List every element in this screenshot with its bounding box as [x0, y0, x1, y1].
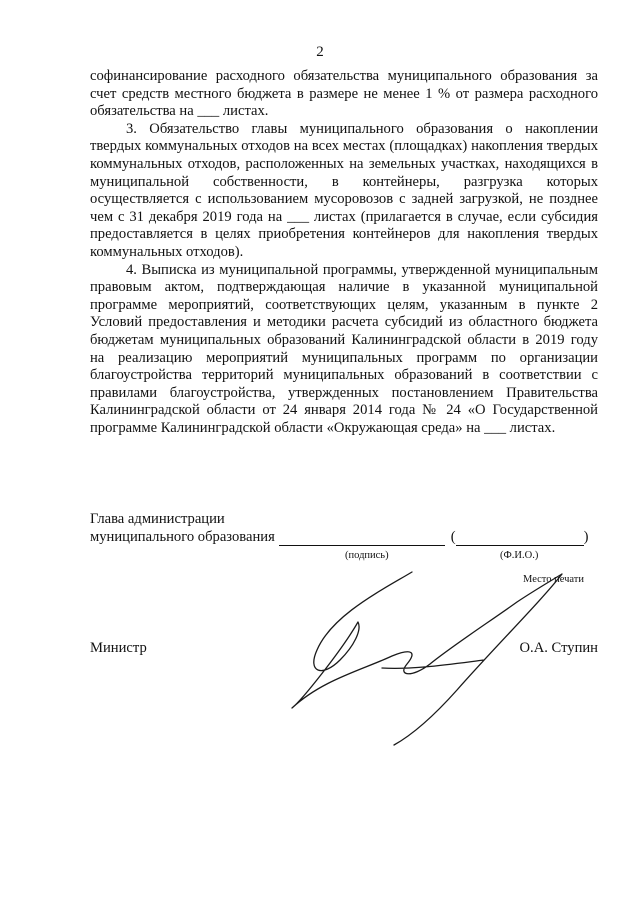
head-of-administration-signature-block [90, 510, 600, 562]
stamp-place-label: Место печати [523, 574, 585, 585]
paren-close: ) [583, 529, 589, 545]
paragraph-item-3: 3. Обязательство главы муниципального образования о накоплении твердых коммунальных отходов на всех местах (площадках) накопления твердых коммунальных отходов, расположенных на земельных участках, находящихся в муниципальной собственности, в контейнеры, разгрузка которых осуществляется с использованием мусоровозов с задней загрузкой, не позднее чем с 31 декабря 2019 года на ___ листах (прилагается в случае, если субсидия предоставляется в целях приобретения контейнеров для накопления твердых коммунальных отходов). [90, 120, 598, 260]
signature-blank [279, 530, 445, 546]
caption-full-name: (Ф.И.О.) [500, 550, 539, 561]
caption-signature: (подпись) [345, 550, 389, 561]
document-body [90, 68, 598, 437]
signature-label-line2: муниципального образования [90, 529, 275, 545]
minister-name: О.А. Ступин [519, 640, 598, 656]
signature-label-line1: Глава администрации [90, 511, 225, 527]
page-number: 2 [316, 44, 324, 60]
handwritten-signature [262, 560, 585, 760]
paragraph-continuation: софинансирование расходного обязательства муниципального образования за счет средств местного бюджета в размере не менее 1 % от размера расходного обязательства на ___ листах. [90, 68, 598, 120]
name-blank [456, 530, 584, 546]
minister-title: Министр [90, 640, 147, 656]
paren-open: ( [450, 529, 456, 545]
minister-signature-row [90, 640, 598, 657]
paragraph-item-4: 4. Выписка из муниципальной программы, утвержденной муниципальным правовым актом, подтверждающая наличие в указанной муниципальной программе мероприятий, соответствующих целям, указанным в пункте 2 Условий предоставления и методики расчета субсидий из областного бюджета бюджетам муниципальных образований Калининградской области в 2019 году на реализацию мероприятий муниципальных программ по организации благоустройства территорий муниципальных образований в соответствии с правилами благоустройства, утвержденных постановлением Правительства Калининградской области от 24 января 2014 года № 24 «О Государственной программе Калининградской области «Окружающая среда» на ___ листах. [90, 261, 598, 436]
signature-line [90, 528, 600, 546]
